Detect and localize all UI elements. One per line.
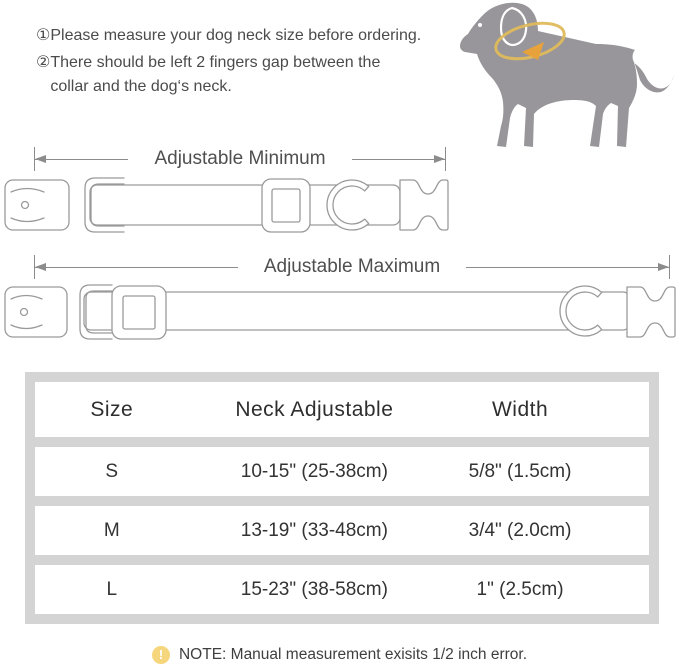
- header-cell-neck-adjustable: Neck Adjustable: [235, 397, 394, 421]
- size-table: [25, 372, 659, 624]
- adjustable-minimum-label: Adjustable Minimum: [154, 148, 326, 169]
- cell-neck-s: 10-15" (25-38cm): [240, 460, 388, 482]
- cell-neck-l: 15-23" (38-58cm): [240, 578, 388, 600]
- note-text: NOTE: Manual measurement exisits 1/2 inch error.: [178, 646, 528, 663]
- dimension-arrow-left: [35, 159, 128, 160]
- triglide-slider-icon: [262, 179, 310, 232]
- table-row-s: [35, 447, 649, 496]
- buckle-female-icon: [400, 180, 448, 230]
- header-cell-width: Width: [491, 397, 549, 421]
- dog-eye: [478, 23, 482, 27]
- cell-size-s: S: [105, 460, 119, 482]
- adjustable-maximum-label: Adjustable Maximum: [263, 256, 441, 277]
- dimension-arrow-right: [466, 267, 669, 268]
- dimension-arrow-right: [352, 159, 445, 160]
- buckle-female-icon: [627, 287, 675, 337]
- instructions-list: [36, 24, 481, 102]
- collar-maximum-diagram: [0, 283, 679, 343]
- dog-silhouette: [460, 3, 674, 147]
- instruction-text-2-line-1: There should be left 2 fingers gap between the: [50, 54, 381, 71]
- triglide-slider-icon: [112, 286, 166, 339]
- table-row-l: [35, 565, 649, 614]
- adjustable-maximum-dimension: [34, 255, 670, 279]
- instruction-bullet-2: ②: [36, 54, 51, 71]
- dimension-tick-right: [445, 147, 446, 171]
- instruction-item-2: [36, 51, 481, 99]
- dimension-arrow-left: [35, 267, 238, 268]
- collar-minimum-diagram: [0, 176, 452, 236]
- cell-width-s: 5/8" (1.5cm): [468, 460, 572, 482]
- cell-size-m: M: [103, 519, 120, 541]
- dimension-tick-right: [669, 255, 670, 279]
- header-cell-size: Size: [90, 397, 134, 421]
- dog-illustration: [440, 0, 679, 158]
- instruction-bullet-1: ①: [36, 27, 51, 44]
- table-row-m: [35, 506, 649, 555]
- collar-strap: [90, 185, 400, 225]
- adjustable-minimum-dimension: [34, 147, 446, 171]
- instruction-text-2: [50, 51, 380, 99]
- table-header-row: [35, 382, 649, 437]
- instruction-text-1: Please measure your dog neck size before ordering.: [50, 27, 422, 44]
- cell-size-l: L: [106, 578, 118, 600]
- note-row: [0, 646, 679, 664]
- instruction-text-2-line-2: collar and the dog‘s neck.: [50, 78, 232, 95]
- instruction-item-1: [36, 24, 481, 48]
- warning-icon: !: [152, 646, 170, 664]
- cell-neck-m: 13-19" (33-48cm): [240, 519, 388, 541]
- cell-width-l: 1" (2.5cm): [476, 578, 564, 600]
- cell-width-m: 3/4" (2.0cm): [468, 519, 572, 541]
